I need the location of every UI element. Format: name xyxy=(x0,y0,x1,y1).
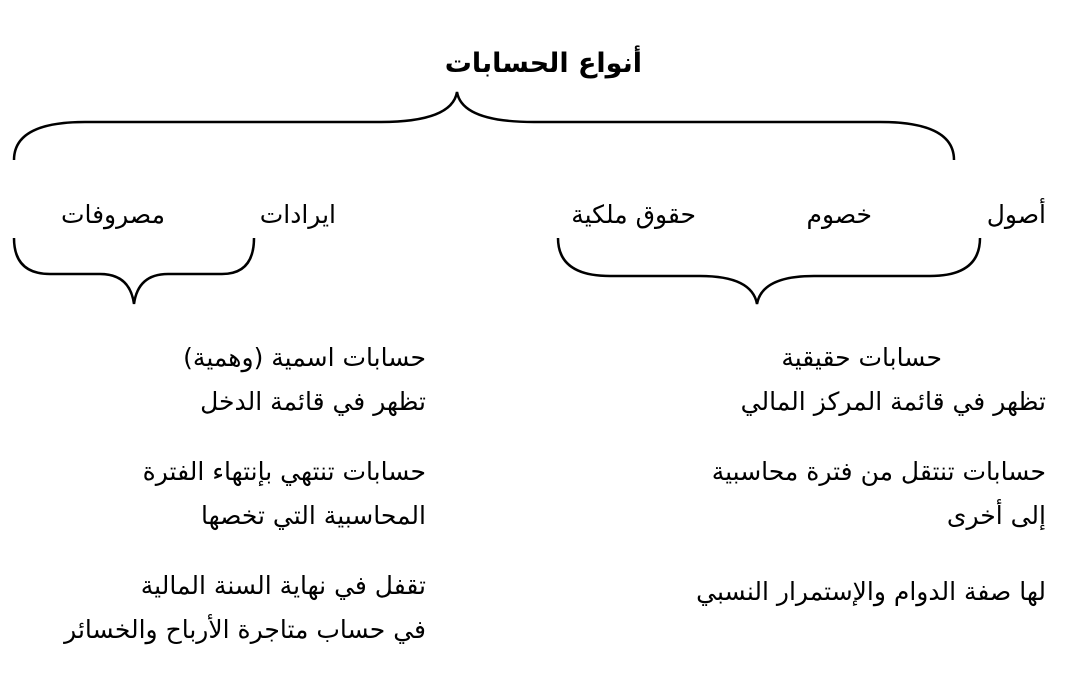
nominal-description-block-2 xyxy=(143,450,426,538)
nominal-description-block-3 xyxy=(64,564,426,652)
equity-label: حقوق ملكية xyxy=(571,200,696,229)
real-desc-line: لها صفة الدوام والإستمرار النسبي xyxy=(696,577,1046,606)
real-desc-line: حسابات تنتقل من فترة محاسبية xyxy=(711,457,1046,486)
real-description-block-2 xyxy=(712,450,1046,538)
liabilities-label: خصوم xyxy=(806,200,872,229)
diagram-title: أنواع الحسابات xyxy=(444,48,642,79)
nominal-desc-line: تظهر في قائمة الدخل xyxy=(200,387,426,416)
nominal-desc-line: حسابات اسمية (وهمية) xyxy=(183,343,426,372)
nominal-desc-line: تقفل في نهاية السنة المالية xyxy=(140,571,426,600)
revenues-label: ايرادات xyxy=(259,200,336,229)
real-desc-line: تظهر في قائمة المركز المالي xyxy=(740,387,1046,416)
real-description-block-3 xyxy=(696,570,1046,614)
top-brace xyxy=(14,92,954,160)
nominal-description-block-1 xyxy=(183,336,426,424)
nominal-desc-line: حسابات تنتهي بإنتهاء الفترة xyxy=(142,457,426,486)
real-desc-line: حسابات حقيقية xyxy=(781,343,942,372)
nominal-accounts-brace xyxy=(14,238,254,304)
real-accounts-brace xyxy=(558,238,980,304)
nominal-desc-line: في حساب متاجرة الأرباح والخسائر xyxy=(64,615,426,644)
real-desc-line: إلى أخرى xyxy=(946,501,1046,530)
real-description-block-1 xyxy=(741,336,1046,424)
assets-label: أصول xyxy=(986,200,1046,229)
nominal-desc-line: المحاسبية التي تخصها xyxy=(201,501,426,530)
expenses-label: مصروفات xyxy=(60,200,165,229)
